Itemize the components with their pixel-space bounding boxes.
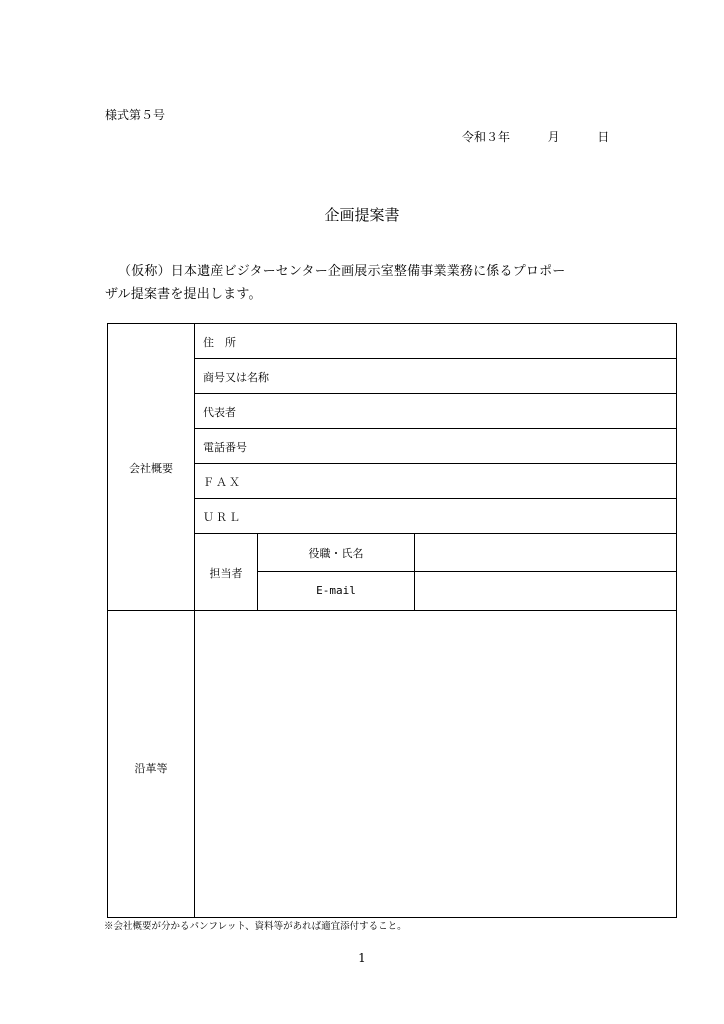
email-label: E-mail — [316, 584, 356, 597]
company-name-label: 商号又は名称 — [203, 371, 269, 384]
address-label: 住 所 — [203, 336, 236, 349]
phone-label: 電話番号 — [203, 441, 247, 454]
footnote: ※会社概要が分かるパンフレット、資料等があれば適宜添付すること。 — [104, 921, 407, 932]
history-label: 沿革等 — [134, 762, 168, 775]
representative-label: 代表者 — [203, 406, 236, 419]
url-label: ＵＲＬ — [203, 511, 242, 524]
contact-person-label: 担当者 — [209, 567, 243, 580]
date-month: 月 — [547, 130, 560, 144]
document-title: 企画提案書 — [324, 206, 400, 224]
proposal-form-table — [107, 323, 677, 918]
form-number: 様式第５号 — [105, 108, 166, 122]
date-line — [462, 128, 609, 145]
date-era: 令和３年 — [462, 130, 511, 144]
intro-line-2: ザル提案書を提出します。 — [105, 287, 262, 302]
fax-label: ＦＡＸ — [203, 476, 242, 489]
position-name-label: 役職・氏名 — [308, 547, 364, 560]
company-section-label: 会社概要 — [129, 462, 173, 475]
date-day: 日 — [597, 130, 610, 144]
intro-line-1: （仮称）日本遺産ビジターセンター企画展示室整備事業業務に係るプロポー — [118, 264, 566, 279]
page-number: 1 — [358, 951, 366, 965]
